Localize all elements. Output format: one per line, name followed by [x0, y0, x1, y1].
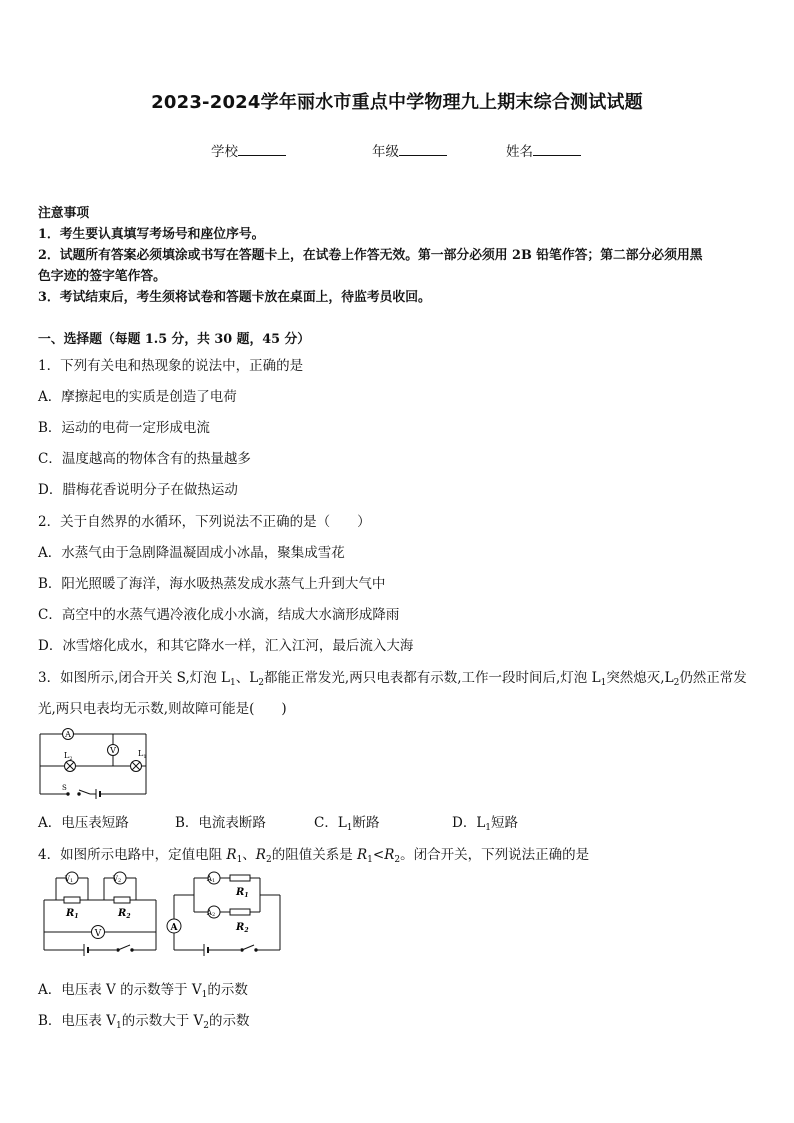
- q4-stem: 4．如图所示电路中，定值电阻 $R_1$、$R_2$的阻值关系是 $R_1<R_2$。闭合开关，下列说法正确的是: [38, 847, 590, 865]
- q3-option-a[interactable]: A．电压表短路: [38, 815, 129, 831]
- q3-option-d[interactable]: D．$L_1$短路: [452, 815, 519, 833]
- resistor-r1-label: $R_1$: [236, 887, 249, 899]
- resistor-r2-label: $R_2$: [236, 922, 249, 934]
- q3-option-c[interactable]: C．$L_1$断路: [314, 815, 380, 833]
- q1-option-c[interactable]: C．温度越高的物体含有的热量越多: [38, 451, 251, 467]
- voltmeter-v2-label: V2: [112, 875, 122, 884]
- q3-option-b[interactable]: B．电流表断路: [175, 815, 266, 831]
- q4-circuit-parallel: [164, 868, 284, 960]
- lamp-l2-label: $L_2$: [64, 751, 73, 762]
- grade-field[interactable]: 年级: [372, 140, 447, 160]
- q3-stem: 3．如图所示,闭合开关 S,灯泡 $L_1$、$L_2$都能正常发光,两只电表都有示数,工作一段时间后,灯泡 $L_1$突然熄灭$,L_2$仍然正常发: [38, 670, 747, 688]
- q3-circuit-diagram: [38, 726, 158, 802]
- resistor-r2-label: $R_2$: [118, 908, 131, 920]
- notice-item-2-cont: 色字迹的签字笔作答。: [38, 269, 166, 284]
- voltmeter-v-label: V: [94, 929, 102, 939]
- q2-option-d[interactable]: D．冰雪熔化成水，和其它降水一样，汇入江河，最后流入大海: [38, 638, 414, 654]
- ammeter-a1-label: A1: [206, 875, 216, 884]
- ammeter-a-label: A: [170, 923, 178, 933]
- q2-option-c[interactable]: C．高空中的水蒸气遇冷液化成小水滴，结成大水滴形成降雨: [38, 607, 400, 623]
- notice-item-3: 3．考试结束后，考生须将试卷和答题卡放在桌面上，待监考员收回。: [38, 290, 431, 305]
- voltmeter-label: V: [110, 746, 116, 755]
- q4-option-a[interactable]: A．电压表 V 的示数等于 $V_1$的示数: [38, 982, 248, 1000]
- notice-heading: 注意事项: [38, 206, 90, 221]
- notice-item-1: 1．考生要认真填写考场号和座位序号。: [38, 227, 265, 242]
- page-title: 2023-2024学年丽水市重点中学物理九上期末综合测试试题: [151, 92, 643, 113]
- q2-stem: 2．关于自然界的水循环，下列说法不正确的是（ ）: [38, 514, 371, 530]
- switch-label: S: [62, 784, 67, 792]
- q4-circuit-series: [38, 868, 160, 960]
- q3-stem-line2: 光,两只电表均无示数,则故障可能是( ): [38, 701, 287, 717]
- voltmeter-v1-label: V1: [64, 875, 74, 884]
- q2-option-a[interactable]: A．水蒸气由于急剧降温凝固成小冰晶，聚集成雪花: [38, 545, 345, 561]
- school-field[interactable]: 学校: [211, 140, 286, 160]
- section-heading: 一、选择题（每题 1.5 分，共 30 题，45 分）: [38, 332, 311, 347]
- q4-option-b[interactable]: B．电压表 $V_1$的示数大于 $V_2$的示数: [38, 1013, 250, 1031]
- q1-option-a[interactable]: A．摩擦起电的实质是创造了电荷: [38, 389, 237, 405]
- q1-option-d[interactable]: D．腊梅花香说明分子在做热运动: [38, 482, 238, 498]
- notice-item-2: 2．试题所有答案必须填涂或书写在答题卡上，在试卷上作答无效。第一部分必须用 2B 铅笔作答；第二部分必须用黑: [38, 248, 703, 263]
- resistor-r1-label: $R_1$: [66, 908, 79, 920]
- lamp-l1-label: $L_1$: [138, 749, 147, 760]
- q1-option-b[interactable]: B．运动的电荷一定形成电流: [38, 420, 210, 436]
- q2-option-b[interactable]: B．阳光照暖了海洋，海水吸热蒸发成水蒸气上升到大气中: [38, 576, 386, 592]
- name-field[interactable]: 姓名: [506, 140, 581, 160]
- ammeter-a2-label: A2: [206, 909, 216, 918]
- ammeter-label: A: [65, 730, 71, 739]
- q1-stem: 1．下列有关电和热现象的说法中，正确的是: [38, 358, 304, 374]
